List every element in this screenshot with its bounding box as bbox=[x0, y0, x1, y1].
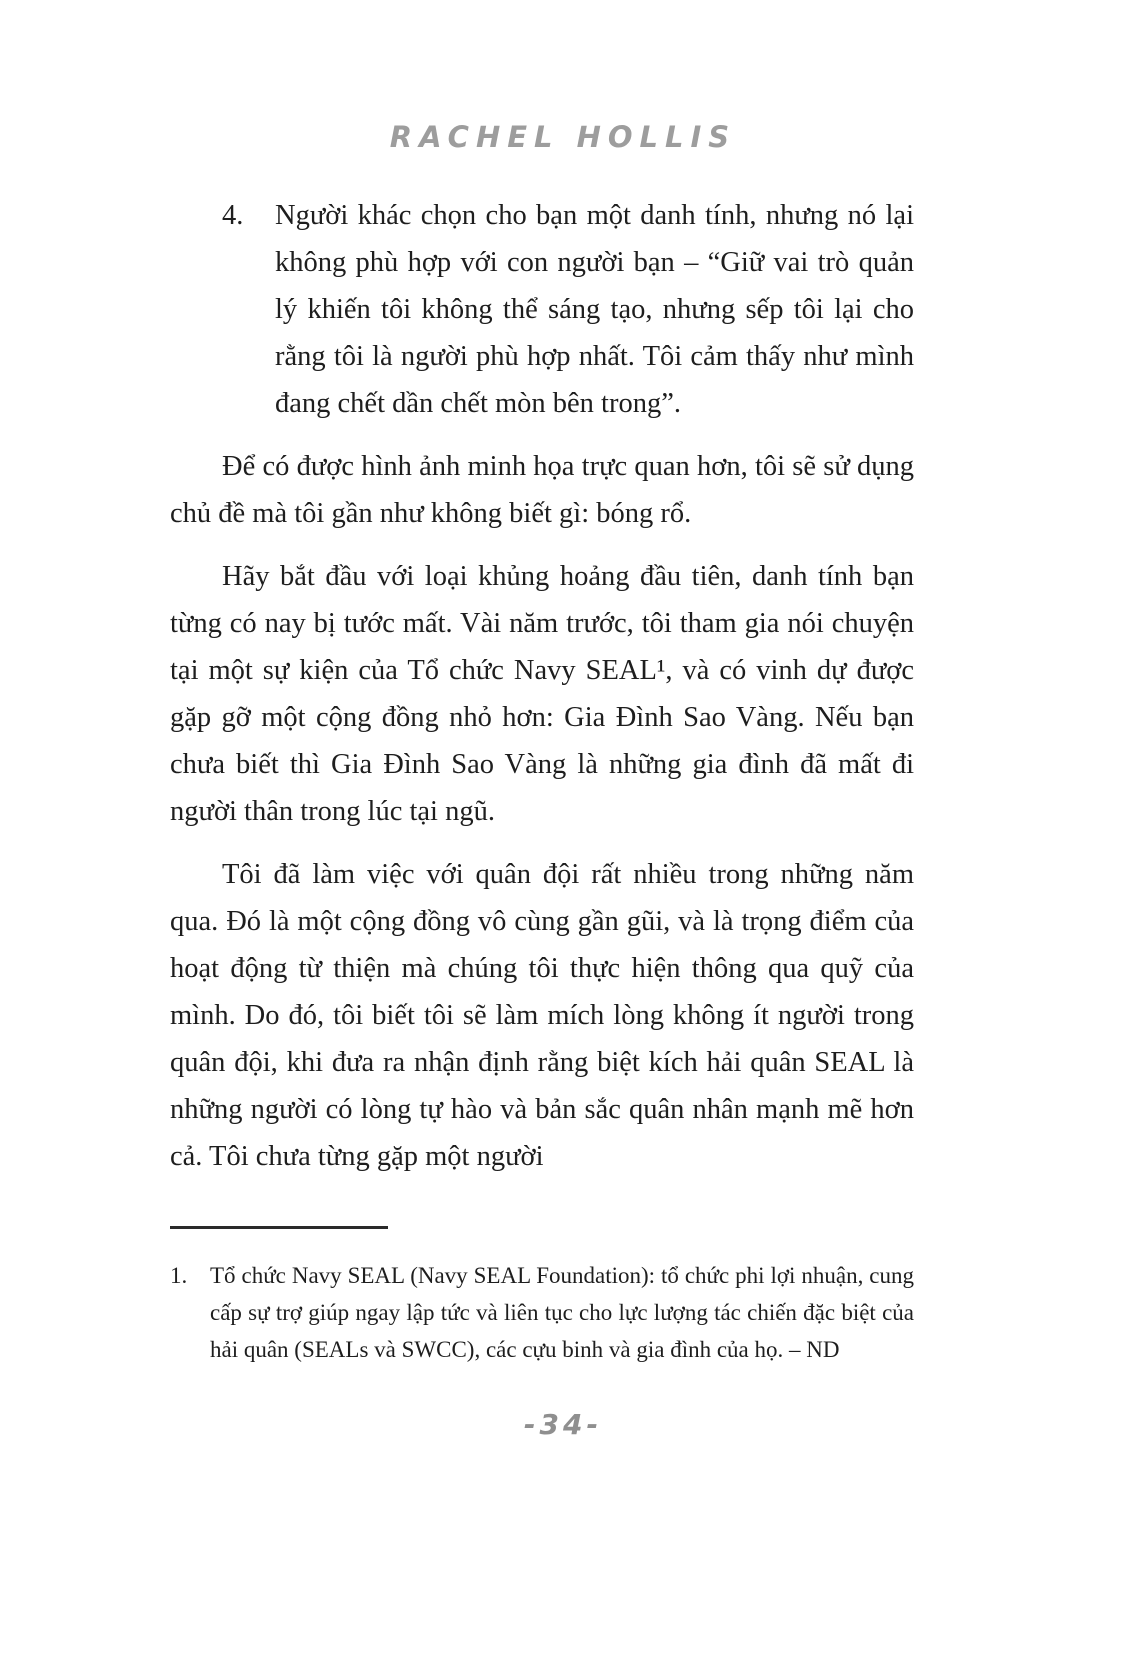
page-number: -34- bbox=[523, 1408, 603, 1441]
numbered-list-item bbox=[170, 192, 914, 427]
list-item-number: 4. bbox=[222, 200, 244, 231]
footnote-text: Tổ chức Navy SEAL (Navy SEAL Foundation): tổ chức phi lợi nhuận, cung cấp sự trợ giúp ngay lập tức và liên tục cho lực lượng tác chiến đặc biệt của hải quân (SEALs và SWCC), các cựu binh và gia đình của họ. – ND bbox=[210, 1263, 914, 1362]
paragraph: Hãy bắt đầu với loại khủng hoảng đầu tiên, danh tính bạn từng có nay bị tước mất. Vài năm trước, tôi tham gia nói chuyện tại một sự kiện của Tổ chức Navy SEAL¹, và có vinh dự được gặp gỡ một cộng đồng nhỏ hơn: Gia Đình Sao Vàng. Nếu bạn chưa biết thì Gia Đình Sao Vàng là những gia đình đã mất đi người thân trong lúc tại ngũ. bbox=[170, 561, 914, 827]
list-item-text: Người khác chọn cho bạn một danh tính, nhưng nó lại không phù hợp với con người bạn – “Giữ vai trò quản lý khiến tôi không thể sáng tạo, nhưng sếp tôi lại cho rằng tôi là người phù hợp nhất. Tôi cảm thấy như mình đang chết dần chết mòn bên trong”. bbox=[275, 200, 914, 419]
paragraph: Tôi đã làm việc với quân đội rất nhiều trong những năm qua. Đó là một cộng đồng vô cùng gần gũi, và là trọng điểm của hoạt động từ thiện mà chúng tôi thực hiện thông qua quỹ của mình. Do đó, tôi biết tôi sẽ làm mích lòng không ít người trong quân đội, khi đưa ra nhận định rằng biệt kích hải quân SEAL là những người có lòng tự hào và bản sắc quân nhân mạnh mẽ hơn cả. Tôi chưa từng gặp một người bbox=[170, 859, 914, 1172]
running-header: RACHEL HOLLIS bbox=[389, 120, 737, 154]
footnote-number: 1. bbox=[170, 1263, 188, 1288]
footnote bbox=[170, 1257, 914, 1368]
page-content bbox=[170, 192, 914, 1368]
paragraph: Để có được hình ảnh minh họa trực quan hơn, tôi sẽ sử dụng chủ đề mà tôi gần như không biết gì: bóng rổ. bbox=[170, 451, 914, 529]
footnote-separator-rule bbox=[170, 1226, 388, 1229]
